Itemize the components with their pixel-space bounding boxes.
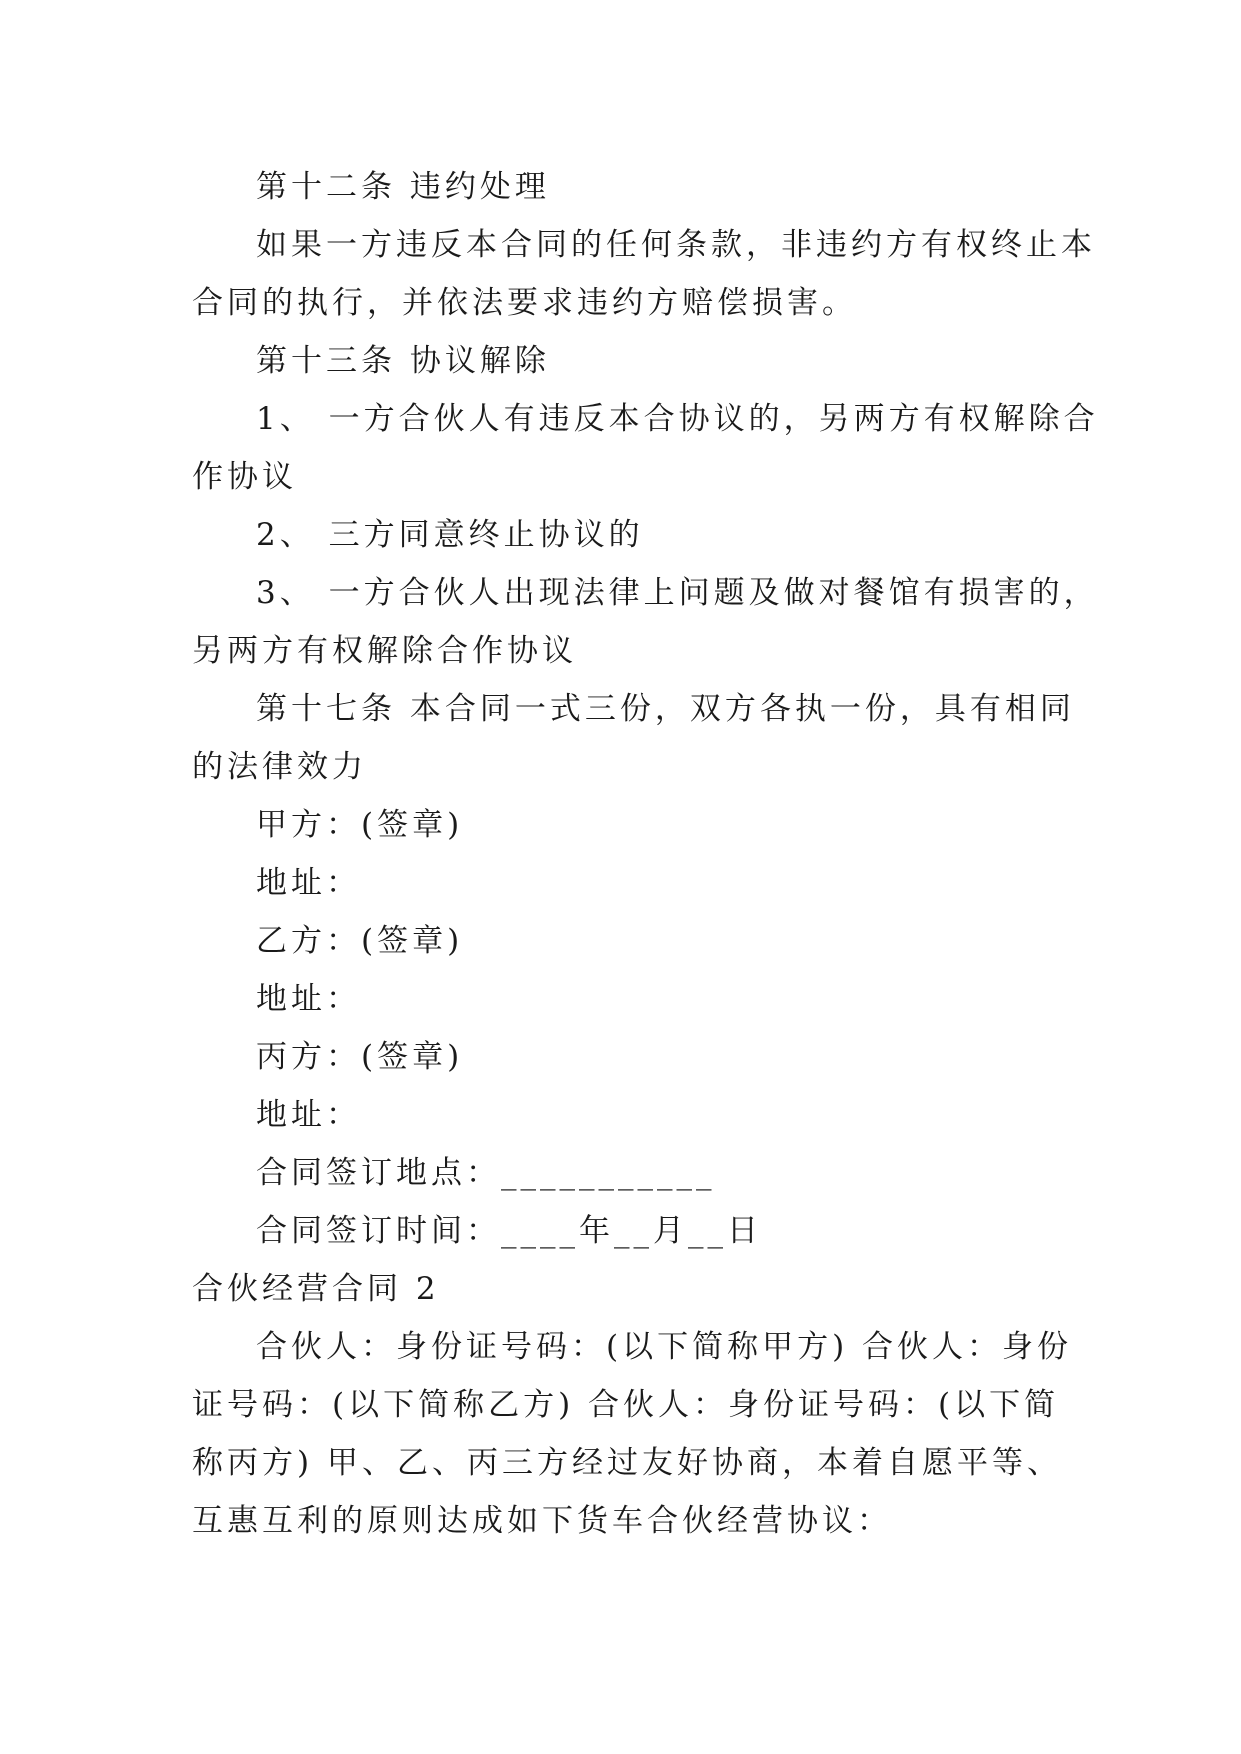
list-item-1: 1、 一方合伙人有违反本合协议的，另两方有权解除合 xyxy=(256,401,1099,437)
party-a-signature: 甲方：(签章) xyxy=(256,807,464,843)
list-item-2: 2、 三方同意终止协议的 xyxy=(256,517,644,553)
party-c-signature: 丙方：(签章) xyxy=(256,1039,464,1075)
partners-paragraph-line: 证号码：(以下简称乙方) 合伙人：身份证号码：(以下简 xyxy=(192,1387,1060,1423)
party-b-address: 地址： xyxy=(256,981,361,1017)
party-a-address: 地址： xyxy=(256,865,361,901)
paragraph-line: 合同的执行，并依法要求违约方赔偿损害。 xyxy=(192,285,857,321)
party-c-address: 地址： xyxy=(256,1097,361,1133)
article-17-continued: 的法律效力 xyxy=(192,749,367,785)
partners-paragraph-line: 合伙人：身份证号码：(以下简称甲方) 合伙人：身份 xyxy=(256,1329,1073,1365)
list-item-3-continued: 另两方有权解除合作协议 xyxy=(192,633,577,669)
contract-2-title: 合伙经营合同 2 xyxy=(192,1271,440,1307)
list-item-1-continued: 作协议 xyxy=(192,459,297,495)
document-body xyxy=(192,158,1099,1550)
article-13-heading: 第十三条 协议解除 xyxy=(256,343,550,379)
signing-place: 合同签订地点：___________ xyxy=(256,1155,716,1191)
paragraph-line: 如果一方违反本合同的任何条款，非违约方有权终止本 xyxy=(256,227,1096,263)
partners-paragraph-line: 互惠互利的原则达成如下货车合伙经营协议： xyxy=(192,1503,892,1539)
signing-date: 合同签订时间：____年__月__日 xyxy=(256,1213,762,1249)
article-17-text: 第十七条 本合同一式三份，双方各执一份，具有相同 xyxy=(256,691,1075,727)
partners-paragraph-line: 称丙方) 甲、乙、丙三方经过友好协商，本着自愿平等、 xyxy=(192,1445,1062,1481)
list-item-3: 3、 一方合伙人出现法律上问题及做对餐馆有损害的， xyxy=(256,575,1099,611)
party-b-signature: 乙方：(签章) xyxy=(256,923,464,959)
article-12-heading: 第十二条 违约处理 xyxy=(256,169,550,205)
